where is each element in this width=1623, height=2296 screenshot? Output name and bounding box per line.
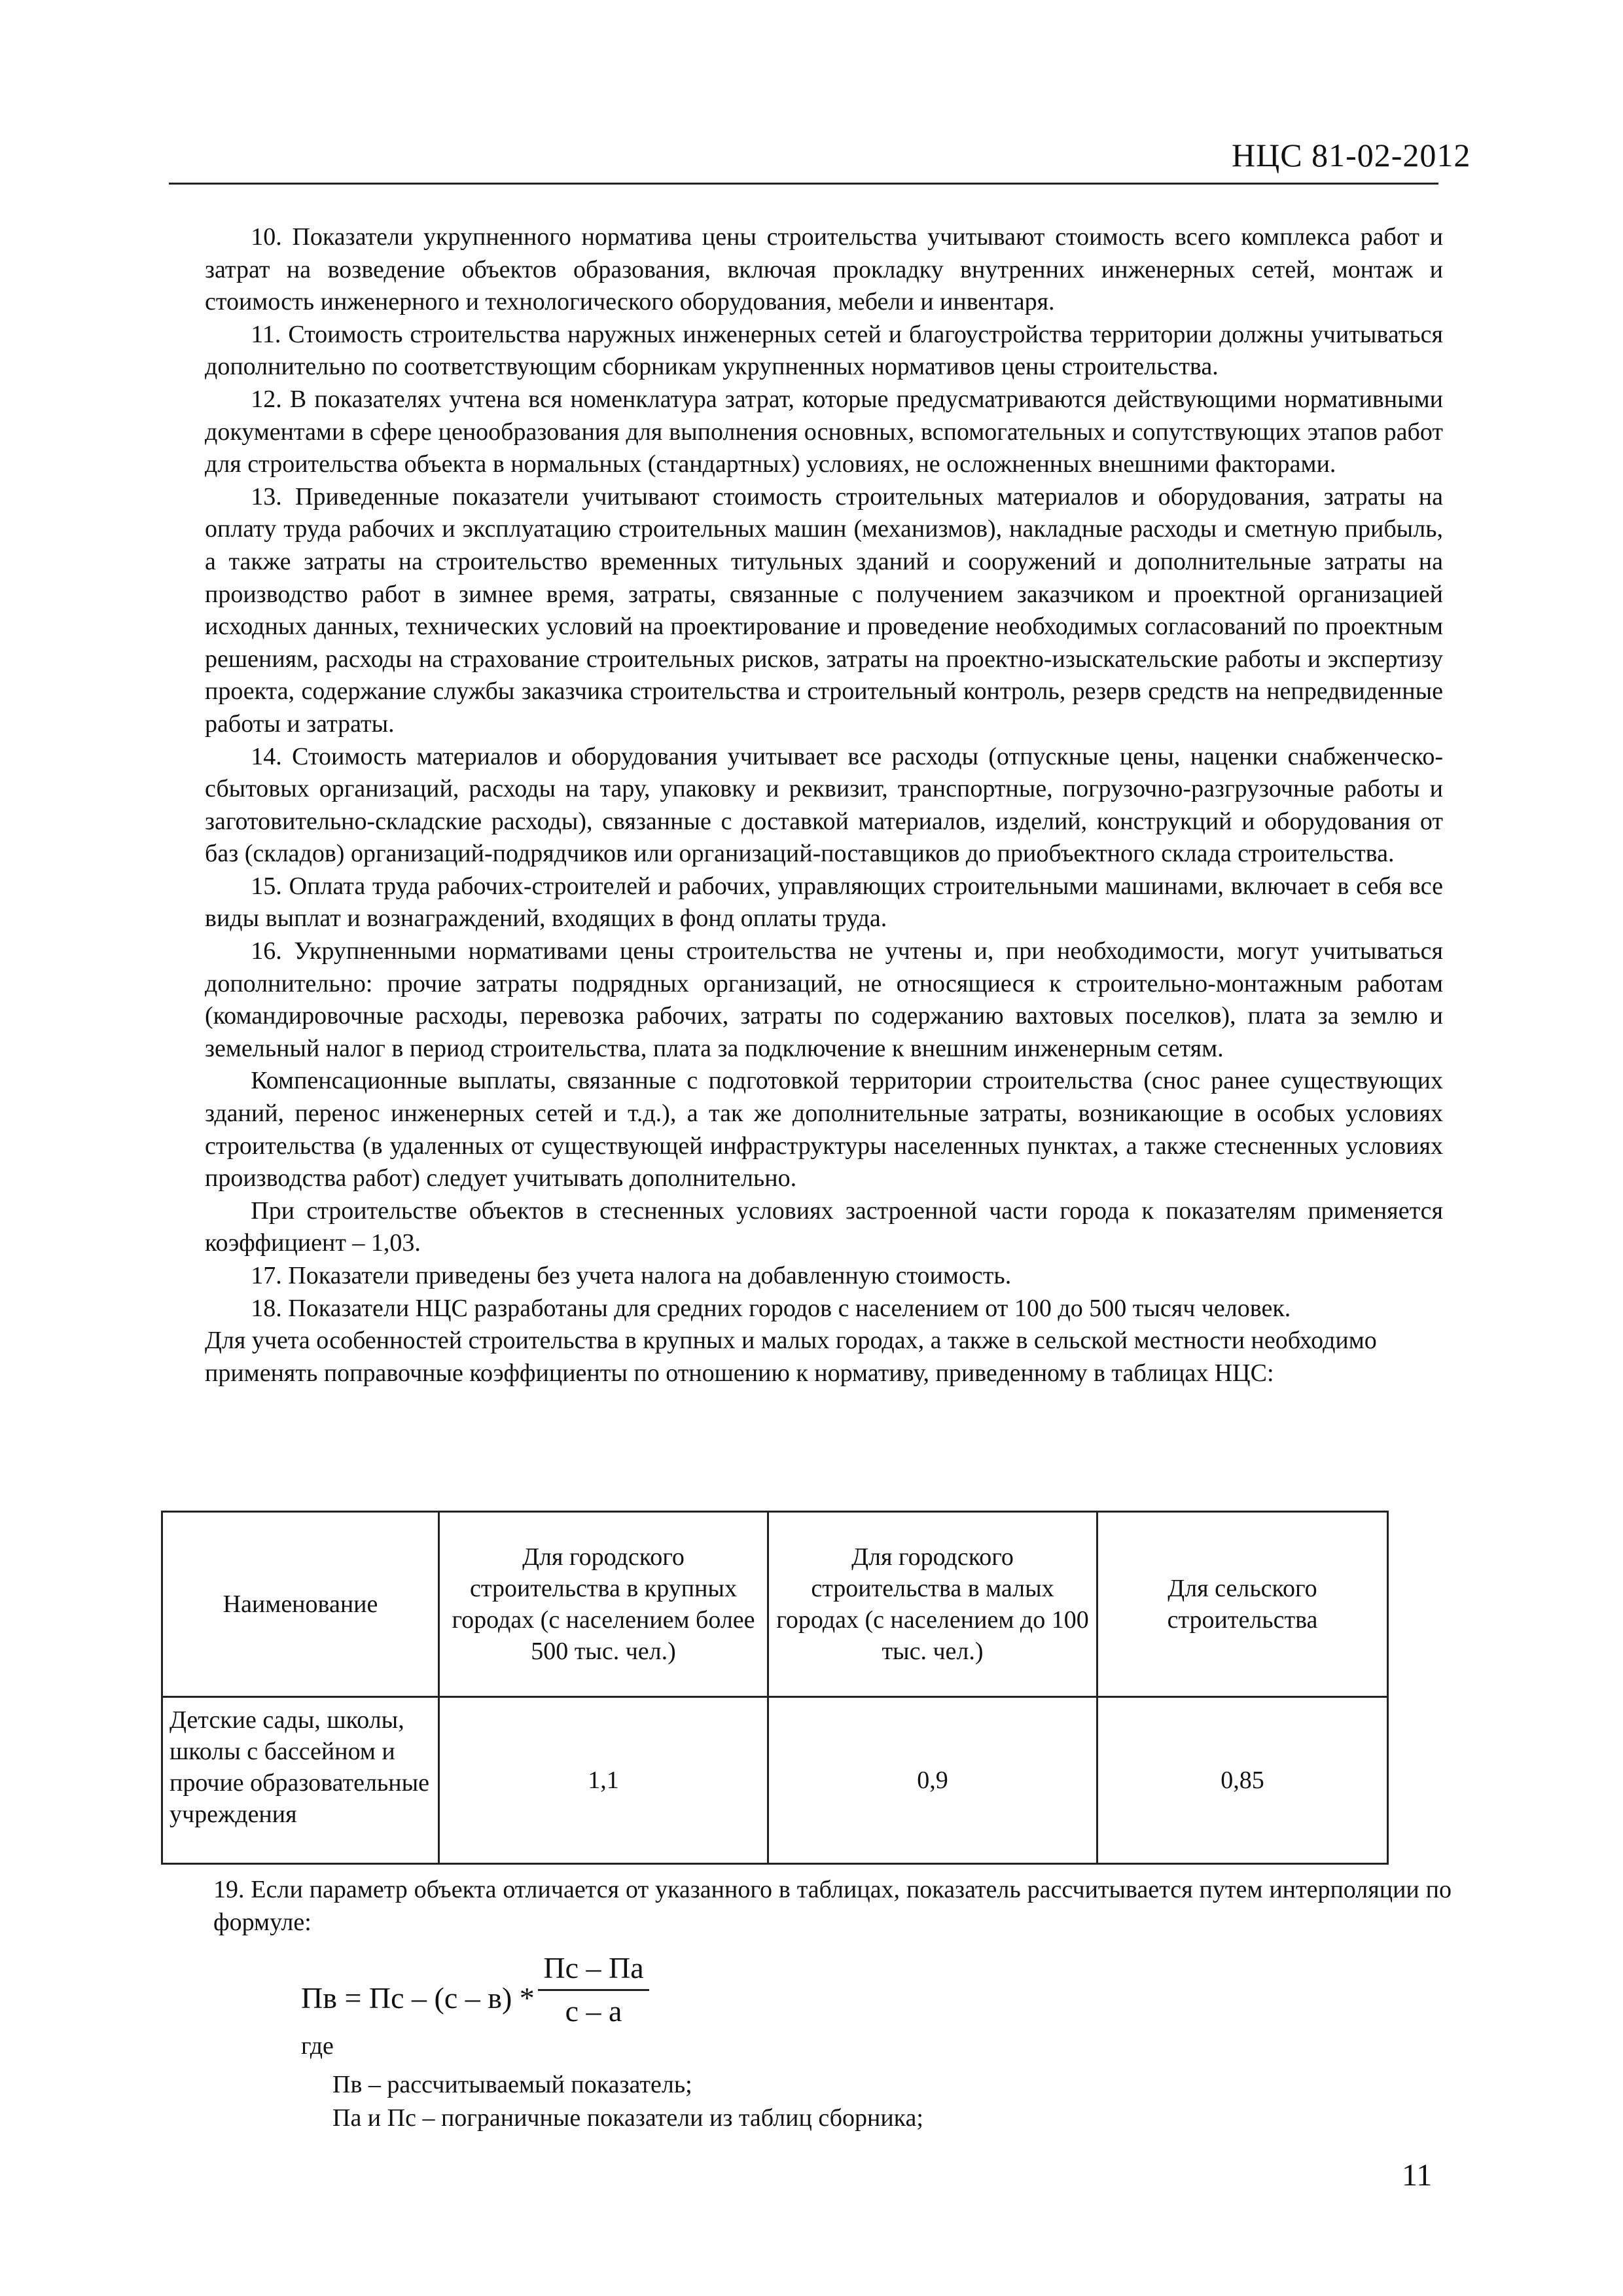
paragraph-19: 19. Если параметр объекта отличается от указанного в таблицах, показатель рассчитывается путем интерполяции по формуле: (213, 1876, 1452, 1936)
table-header-small-city: Для городского строительства в малых городах (с населением до 100 тыс. чел.) (768, 1512, 1097, 1697)
paragraph-17: 17. Показатели приведены без учета налога на добавленную стоимость. (251, 1262, 1012, 1289)
coefficient-table (161, 1511, 1389, 1865)
definition-pv: Пв – рассчитываемый показатель; (332, 2071, 692, 2098)
paragraph-10: 10. Показатели укрупненного норматива цены строительства учитывают стоимость всего комплекса работ и затрат на возведение объектов образования, включая прокладку внутренних инженерных сетей, монтаж и стоимость инженерного и технологического оборудования, мебели и инвентаря. (205, 223, 1443, 316)
paragraph-compensation: Компенсационные выплаты, связанные с подготовкой территории строительства (снос ранее существующих зданий, перенос инженерных сетей и т.д.), а так же дополнительные затраты, возникающие в особых условиях строительства (в удаленных от существующей инфраструктуры населенных пунктах, а также стесненных условиях производства работ) следует учитывать дополнительно. (205, 1067, 1443, 1193)
paragraph-18-continued: Для учета особенностей строительства в крупных и малых городах, а также в сельской местности необходимо применять поправочные коэффициенты по отношению к нормативу, приведенному в таблицах НЦС: (205, 1327, 1377, 1387)
paragraph-coefficient: При строительстве объектов в стесненных условиях застроенной части города к показателям применяется коэффициент – 1,03. (205, 1196, 1443, 1257)
table-header-row (162, 1512, 1388, 1697)
table-header-rural: Для сельского строительства (1097, 1512, 1388, 1697)
formula-numerator: Пс – Па (538, 1950, 649, 1991)
table-cell-large-city: 1,1 (439, 1697, 768, 1864)
table-cell-rural: 0,85 (1097, 1697, 1388, 1864)
table-cell-small-city: 0,9 (768, 1697, 1097, 1864)
table-header-large-city: Для городского строительства в крупных городах (с населением более 500 тыс. чел.) (439, 1512, 768, 1697)
definition-pa-pc: Па и Пс – пограничные показатели из таблиц сборника; (332, 2104, 923, 2132)
paragraph-14: 14. Стоимость материалов и оборудования учитывает все расходы (отпускные цены, наценки снабженческо-сбытовых организаций, расходы на тару, упаковку и реквизит, транспортные, погрузочно-разгрузочные работы и заготовительно-складские расходы), связанные с доставкой материалов, изделий, конструкций и оборудования от баз (складов) организаций-подрядчиков или организаций-поставщиков до приобъектного склада строительства. (205, 742, 1443, 868)
table-cell-name: Детские сады, школы, школы с бассейном и прочие образовательные учреждения (162, 1697, 439, 1864)
table-row (162, 1697, 1388, 1864)
paragraph-13: 13. Приведенные показатели учитывают стоимость строительных материалов и оборудования, затраты на оплату труда рабочих и эксплуатацию строительных машин (механизмов), накладные расходы и сметную прибыль, а также затраты на строительство временных титульных зданий и сооружений и дополнительные затраты на производство работ в зимнее время, затраты, связанные с получением заказчиком и проектной организацией исходных данных, технических условий на проектирование и проведение необходимых согласований по проектным решениям, расходы на страхование строительных рисков, затраты на проектно-изыскательские работы и экспертизу проекта, содержание службы заказчика строительства и строительный контроль, резерв средств на непредвиденные работы и затраты. (205, 482, 1443, 738)
document-code-header: НЦС 81-02-2012 (1232, 137, 1471, 173)
formula-fraction (538, 1950, 649, 2028)
where-label: где (301, 2032, 334, 2060)
paragraph-16: 16. Укрупненными нормативами цены строительства не учтены и, при необходимости, могут учитываться дополнительно: прочие затраты подрядных организаций, не относящиеся к строительно-монтажным работам (командировочные расходы, перевозка рабочих, затраты по содержанию вахтовых поселков), плата за землю и земельный налог в период строительства, плата за подключение к внешним инженерным сетям. (205, 937, 1443, 1062)
page-number: 11 (1402, 2158, 1433, 2193)
paragraph-18: 18. Показатели НЦС разработаны для средних городов с населением от 100 до 500 тысяч человек. (251, 1294, 1291, 1322)
paragraph-15: 15. Оплата труда рабочих-строителей и рабочих, управляющих строительными машинами, включает в себя все виды выплат и вознаграждений, входящих в фонд оплаты труда. (205, 872, 1443, 933)
paragraph-12: 12. В показателях учтена вся номенклатура затрат, которые предусматриваются действующими нормативными документами в сфере ценообразования для выполнения основных, вспомогательных и сопутствующих этапов работ для строительства объекта в нормальных (стандартных) условиях, не осложненных внешними факторами. (205, 385, 1443, 478)
formula-denominator: с – а (565, 1994, 622, 2028)
formula-lhs: Пв = Пс – (с – в) * (301, 1981, 535, 2015)
table-header-name: Наименование (162, 1512, 439, 1697)
paragraph-11: 11. Стоимость строительства наружных инженерных сетей и благоустройства территории должны учитываться дополнительно по соответствующим сборникам укрупненных нормативов цены строительства. (205, 320, 1443, 381)
header-divider (169, 183, 1438, 185)
body-text (205, 221, 1443, 1390)
